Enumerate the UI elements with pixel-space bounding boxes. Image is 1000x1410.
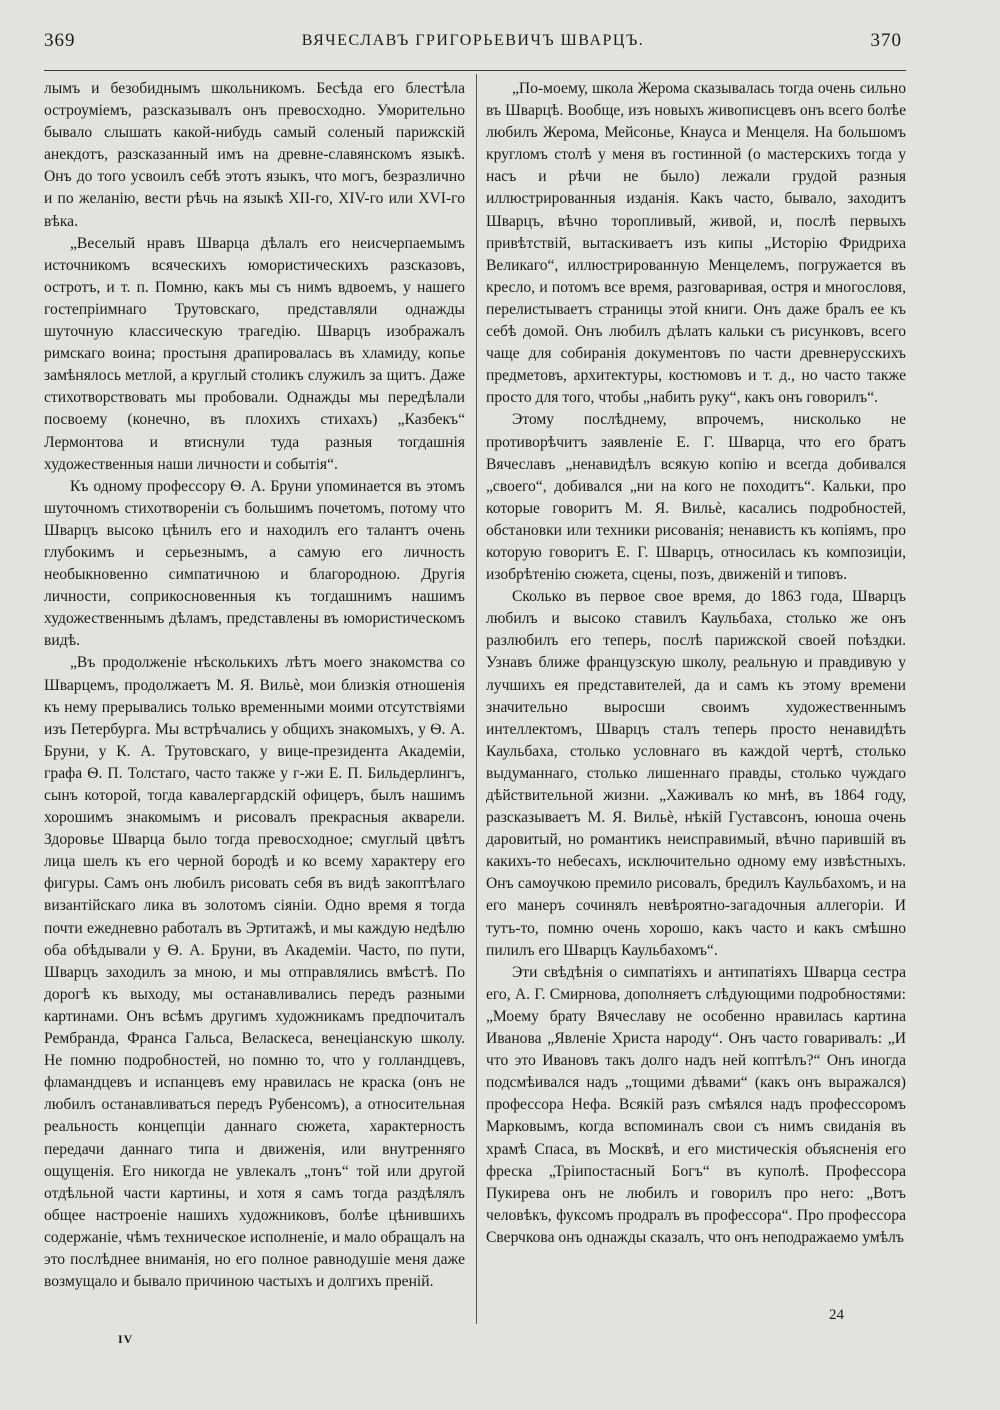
left-column (44, 78, 465, 1293)
paragraph: Эти свѣдѣнія о симпатіяхъ и антипатіяхъ Шварца сестра его, А. Г. Смирнова, дополняетъ слѣдующими подробностями: „Моему брату Вячеславу не особенно нравилась картина Иванова „Явленіе Христа народу“. Онъ часто говаривалъ: „И что это Ивановъ такъ долго надъ ней коптѣлъ?“ Онъ иногда подсмѣивался надъ „тощими дѣвами“ (какъ онъ выражался) профессора Нефа. Всякій разъ смѣялся надъ профессоромъ Марковымъ, когда вспоминалъ свои съ нимъ свиданія въ храмѣ Спаса, въ Москвѣ, и его мистическія объясненія его фреска „Тріипостасный Богъ“ въ куполѣ. Профессора Пукирева онъ не любилъ и говорилъ про него: „Вотъ человѣкъ, фуксомъ продралъ въ профессора“. Про профессора Сверчкова онъ однажды сказалъ, что онъ неподражаемо умѣлъ (486, 963, 906, 1246)
paragraph: „Въ продолженіе нѣсколькихъ лѣтъ моего знакомства со Шварцемъ, продолжаетъ М. Я. Вильѐ, мои близкія отношенія къ нему прерывались только временными моими отсутствіями изъ Петербурга. Мы встрѣчались у общихъ знакомыхъ, у Ѳ. А. Бруни, у К. А. Трутовскаго, у вице-президента Академіи, графа Ѳ. П. Толстаго, часто также у г-жи Е. П. Бильдерлингъ, сынъ которой, тогда кавалергардскій офицеръ, былъ нашимъ хорошимъ знакомымъ и рисовалъ прекрасныя акварели. Здоровье Шварца было тогда превосходное; смуглый цвѣтъ лица шелъ къ его черной бородѣ и ко всему характеру его фигуры. Самъ онъ любилъ рисовать себя въ видѣ закоптѣлаго византійскаго лика въ золотомъ сіяніи. Одно время я тогда почти ежедневно работалъ въ Эртитажѣ, и мы каждую недѣлю оба обѣдывали у Ѳ. А. Бруни, въ Академіи. Часто, по пути, Шварцъ заходилъ за мною, и мы отправлялись вмѣстѣ. По дорогѣ къ выходу, мы останавливались передъ разными картинами. Онъ всѣмъ другимъ художникамъ предпочиталъ Рембранда, Франса Гальса, Веласкеса, венеціанскую школу. Не помню подробностей, но помню то, что у голландцевъ, фламандцевъ и испанцевъ ему нравилась не краска (онъ не любилъ останавливаться передъ Рубенсомъ), а относительная реальность концепціи даннаго сюжета, характерность передачи даннаго типа и движенія, или внутренняго ощущенія. Его никогда не увлекалъ „тонъ“ той или другой отдѣльной части картины, и хотя я самъ тогда раздѣлялъ общее настроеніе нашихъ художниковъ, болѣе цѣнившихъ содержаніе, чѣмъ техническое исполненіе, и мало обращалъ на это послѣднее вниманія, но его полное равнодушіе меня даже возмущало и бывало причиною частыхъ и долгихъ преній. (44, 654, 465, 1291)
paragraph: Этому послѣднему, впрочемъ, нисколько не противорѣчитъ заявленіе Е. Г. Шварца, что его братъ Вячеславъ „ненавидѣлъ всякую копію и всегда добивался „своего“, добивался „ни на кого не походитъ“. Кальки, про которые говоритъ М. Я. Вильѐ, касались подробностей, обстановки или техники рисованія; ненависть къ копіямъ, про которую говоритъ Е. Г. Шварцъ, относилась къ композиціи, изобрѣтенію сюжета, сцены, позъ, движеній и типовъ. (486, 411, 906, 584)
signature-mark: IV (118, 1332, 134, 1346)
running-title: ВЯЧЕСЛАВЪ ГРИГОРЬЕВИЧЪ ШВАРЦЪ. (301, 32, 645, 49)
header-rule (44, 70, 906, 71)
page-header (44, 30, 902, 62)
column-divider (476, 74, 477, 1324)
paragraph: лымъ и безобиднымъ школьникомъ. Бесѣда его блестѣла остроуміемъ, разсказывалъ онъ превосходно. Уморительно бывало слышать какой-нибудь самый соленый парижскій анекдотъ, разсказанный имъ на древне-славянскомъ языкѣ. Онъ до того усвоилъ себѣ этотъ языкъ, что могъ, безразлично и по желанію, вести рѣчь на языкѣ XII-го, XIV-го или XVI-го вѣка. (44, 80, 465, 230)
paragraph: Къ одному профессору Ѳ. А. Бруни упоминается въ этомъ шуточномъ стихотвореніи съ большимъ почетомъ, потому что Шварцъ высоко цѣнилъ его и находилъ его талантъ очень глубокимъ и серьезнымъ, а самую его личность необыкновенно симпатичною и благородною. Другія личности, соприкосновенныя къ тогдашнимъ нашимъ художественнымъ дѣламъ, представлены въ юмористическомъ видѣ. (44, 477, 465, 650)
right-column (486, 78, 906, 1249)
paragraph: „По-моему, школа Жерома сказывалась тогда очень сильно въ Шварцѣ. Вообще, изъ новыхъ живописцевъ онъ всего болѣе любилъ Жерома, Мейсонье, Кнауса и Менцеля. На большомъ кругломъ столѣ у меня въ гостинной (о мастерскихъ тогда у насъ и рѣчи не было) лежали грудой разныя иллюстрированныя изданія. Какъ часто, бывало, заходитъ Шварцъ, вѣчно торопливый, живой, и, послѣ первыхъ привѣтствій, вытаскиваетъ изъ кипы „Исторію Фридриха Великаго“, иллюстрированную Менцелемъ, погружается въ кресло, и потомъ все время, разговаривая, остря и многословя, перелистываетъ страницы этой книги. Онъ даже бралъ ее къ себѣ домой. Онъ любилъ дѣлать кальки съ рисунковъ, всего чаще для собиранія документовъ по части древнерусскихъ предметовъ, архитектуры, костюмовъ и т. д., но часто также просто для того, чтобы „набить руку“, какъ онъ говорилъ“. (486, 80, 906, 407)
left-page-number: 369 (44, 30, 76, 51)
sheet-number: 24 (829, 1307, 844, 1323)
paragraph: Сколько въ первое свое время, до 1863 года, Шварцъ любилъ и высоко ставилъ Каульбаха, столько же онъ разлюбилъ его теперь, послѣ парижской своей поѣздки. Узнавъ ближе французскую школу, реальную и правдивую у лучшихъ ея представителей, да и самъ къ этому времени значительно выросши своимъ художественнымъ интеллектомъ, Шварцъ сталъ теперь просто ненавидѣть Каульбаха, столько условнаго въ каждой чертѣ, столько выдуманнаго, столько лишеннаго правды, столько чуждаго дѣйствительной жизни. „Хаживалъ ко мнѣ, въ 1864 году, разсказываетъ М. Я. Вильѐ, нѣкій Густавсонъ, юноша очень даровитый, но романтикъ неисправимый, вѣчно парившій въ какихъ-то небесахъ, исключительно одному ему извѣстныхъ. Онъ самоучкою премило рисовалъ, бредилъ Каульбахомъ, и на его манеръ сочинялъ невѣроятно-загадочныя аллегоріи. И тутъ-то, помню очень хорошо, какъ часто и какъ смѣшно пилилъ его Шварцъ Каульбахомъ“. (486, 588, 906, 959)
right-page-number: 370 (870, 30, 902, 51)
paragraph: „Веселый нравъ Шварца дѣлалъ его неисчерпаемымъ источникомъ всяческихъ юмористическихъ разсказовъ, остротъ, и т. п. Помню, какъ мы съ нимъ вдвоемъ, у нашего гостепріимнаго Трутовскаго, представляли однажды шуточную классическую трагедію. Шварцъ изображалъ римскаго воина; простыня драпировалась въ хламиду, копье замѣнялось метлой, а круглый столикъ служилъ за щитъ. Даже стихотворствовать мы пробовали. Однажды мы передѣлали посвоему (конечно, въ плохихъ стихахъ) „Казбекъ“ Лермонтова и втиснули туда разныя тогдашнія художественныя наши личности и событія“. (44, 234, 465, 473)
